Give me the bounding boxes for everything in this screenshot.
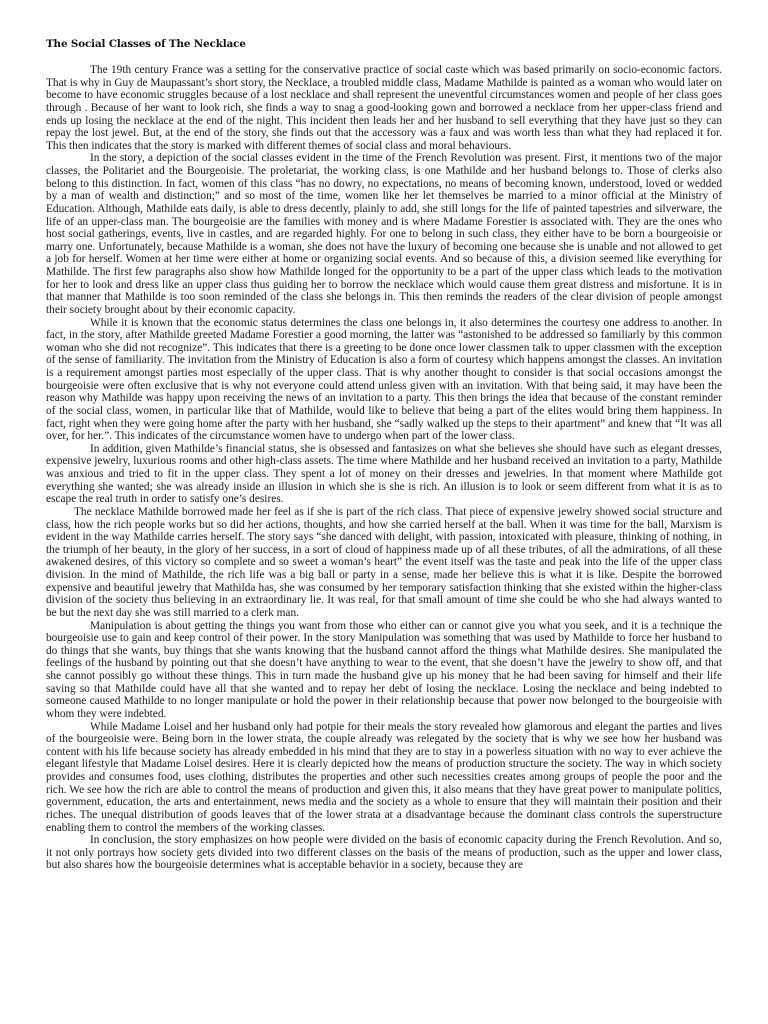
essay-body [46,64,722,872]
paragraph-6: Manipulation is about getting the things you want from those who either can or cannot give you what you seek, and it is a technique the bourgeoisie use to gain and keep control of their power. In the story Manipulation was something that was used by Mathilde to force her husband to do things that she wants, buy things that she wants knowing that the husband cannot afford the things what Mathilde desires. She manipulated the feelings of the husband by pointing out that she doesn’t have anything to wear to the event, that she doesn’t have the jewelry to show off, and that she cannot possibly go without these things. This in turn made the husband give up his money that he had been saving for himself and their life saving so that Mathilde could have all that she wanted and to repay her debt of losing the necklace. Losing the necklace and being indebted to someone caused Mathilde to no longer manipulate or hold the power in their relationship because that power now belonged to the bourgeoisie with whom they were indebted. [46,619,722,720]
paragraph-3: While it is known that the economic status determines the class one belongs in, it also determines the courtesy one address to another. In fact, in the story, after Mathilde greeted Madame Forestier a good morning, the latter was “astonished to be addressed so familiarly by this common woman who she did not recognize”. This indicates that there is a greeting to be done once lower classmen talk to upper classmen with the exception of the sense of familiarity. The invitation from the Ministry of Education is also a form of courtesy which happens amongst the classes. An invitation is a requirement amongst parties most especially of the upper class. That is why another thought to consider is that social occasions amongst the bourgeoisie were often exclusive that is why not everyone could attend unless given with an invitation. With that being said, it may have been the reason why Mathilde was happy upon receiving the news of an invitation to a party. This then brings the idea that because of the constant reminder of the social class, women, in particular like that of Mathilde, would like to believe that being a part of the elites would bring them happiness. In fact, right when they were going home after the party with her husband, she “sadly walked up the steps to their apartment” and knew that “It was all over, for her.”. This indicates of the circumstance women have to undergo when part of the lower class. [46,316,722,443]
paragraph-7: While Madame Loisel and her husband only had potpie for their meals the story revealed how glamorous and elegant the parties and lives of the bourgeoisie were. Being born in the lower strata, the couple already was relegated by the society that is why we see how her husband was content with his life because society has already embedded in his mind that they are to stay in a powerless situation with no way to ever achieve the elegant lifestyle that Madame Loisel desires. Here it is clearly depicted how the means of production structure the society. The way in which society provides and consumes food, uses clothing, distributes the properties and other such necessities creates among groups of people the poor and the rich. We see how the rich are able to control the means of production and given this, it also means that they have great power to manipulate politics, government, education, the arts and entertainment, news media and the society as a whole to ensure that they will maintain their position and their riches. The unequal distribution of goods leaves that of the lower strata at a disadvantage because the dominant class controls the superstructure enabling them to control the members of the working classes. [46,720,722,834]
document-title: The Social Classes of The Necklace [46,38,246,50]
paragraph-1: The 19th century France was a setting for the conservative practice of social caste which was based primarily on socio-economic factors. That is why in Guy de Maupassant’s short story, the Necklace, a troubled middle class, Madame Mathilde is painted as a woman who would later on become to have economic struggles because of a lost necklace and shall represent the uneventful circumstances women and people of her class goes through . Because of her want to look rich, she finds a way to snag a good-looking gown and borrowed a necklace from her upper-class friend and ends up losing the necklace at the end of the night. This incident then leads her and her husband to sell everything that they have just so they can repay the lost jewel. But, at the end of the story, she finds out that the accessory was a faux and was worth less than what they had replaced it for. This then indicates that the story is marked with different themes of social class and moral behaviours. [46,64,722,152]
paragraph-2: In the story, a depiction of the social classes evident in the time of the French Revolution was present. First, it mentions two of the major classes, the Politariet and the Bourgeoisie. The proletariat, the working class, is one Mathilde and her husband belongs to. Those of clerks also belong to this distinction. In fact, women of this class “has no dowry, no expectations, no means of becoming known, understood, loved or wedded by a man of wealth and distinction;” and so most of the time, women like her let themselves be married to a minor official at the Ministry of Education. Although, Mathilde eats daily, is able to dress decently, plainly to add, she still longs for the life of painted tapestries and silverware, the life of an upper-class man. The bourgeoisie are the families with money and is where Madame Forestier is associated with. They are the ones who host social gatherings, events, live in castles, and are regarded highly. For one to belong in such class, they either have to be born a bourgeoisie or marry one. Unfortunately, because Mathilde is a woman, she does not have the luxury of becoming one because she is unable and not allowed to get a job for herself. Women at her time were either at home or organizing social events. And so because of this, a division seemed like everything for Mathilde. The first few paragraphs also show how Mathilde longed for the opportunity to be a part of the upper class which leads to the motivation for her to look and dress like an upper class thus guiding her to borrow the necklace which would cause them great distress and misfortune. It is in that manner that Mathilde is too soon reminded of the class she belongs in. This then reminds the readers of the clear division of people amongst their society brought about by their economic capacity. [46,152,722,316]
paragraph-4: In addition, given Mathilde’s financial status, she is obsessed and fantasizes on what she believes she should have such as elegant dresses, expensive jewelry, luxurious rooms and other high-class assets. The time where Mathilde and her husband received an invitation to a party, Mathilde was anxious and tried to fit in the upper class. They spent a lot of money on their dresses and jewelries. In that moment where Mathilde got everything she wanted; she was already inside an illusion in which she is she is rich. An illusion is to look or seem different from what it is as to escape the real truth in order to satisfy one’s desires. [46,442,722,506]
paragraph-5: The necklace Mathilde borrowed made her feel as if she is part of the rich class. That piece of expensive jewelry showed social structure and class, how the rich people works but so did her actions, thoughts, and how she carried herself at the ball. When it was time for the ball, Marxism is evident in the way Mathilde carries herself. The story says “she danced with delight, with passion, intoxicated with pleasure, thinking of nothing, in the triumph of her beauty, in the glory of her success, in a sort of cloud of happiness made up of all these tributes, of all the admirations, of all these awakened desires, of this victory so complete and so sweet a woman’s heart” the event itself was the taste and peak into the life of the upper class division. In the mind of Mathilde, the rich life was a big ball or party in a sense, made her believe this is what it is like. Despite the borrowed expensive and beautiful jewelry that Mathilda has, she was consumed by her temporary satisfaction thinking that she existed within the higher-class division of the society thus believing in an extraordinary lie. It was real, for that small amount of time she could be who she had always wanted to be but the next day she was still married to a clerk man. [46,505,722,619]
paragraph-8: In conclusion, the story emphasizes on how people were divided on the basis of economic capacity during the French Revolution. And so, it not only portrays how society gets divided into two different classes on the basis of the means of production, such as the upper and lower class, but also shares how the bourgeoisie determines what is acceptable behavior in a society, because they are [46,834,722,872]
